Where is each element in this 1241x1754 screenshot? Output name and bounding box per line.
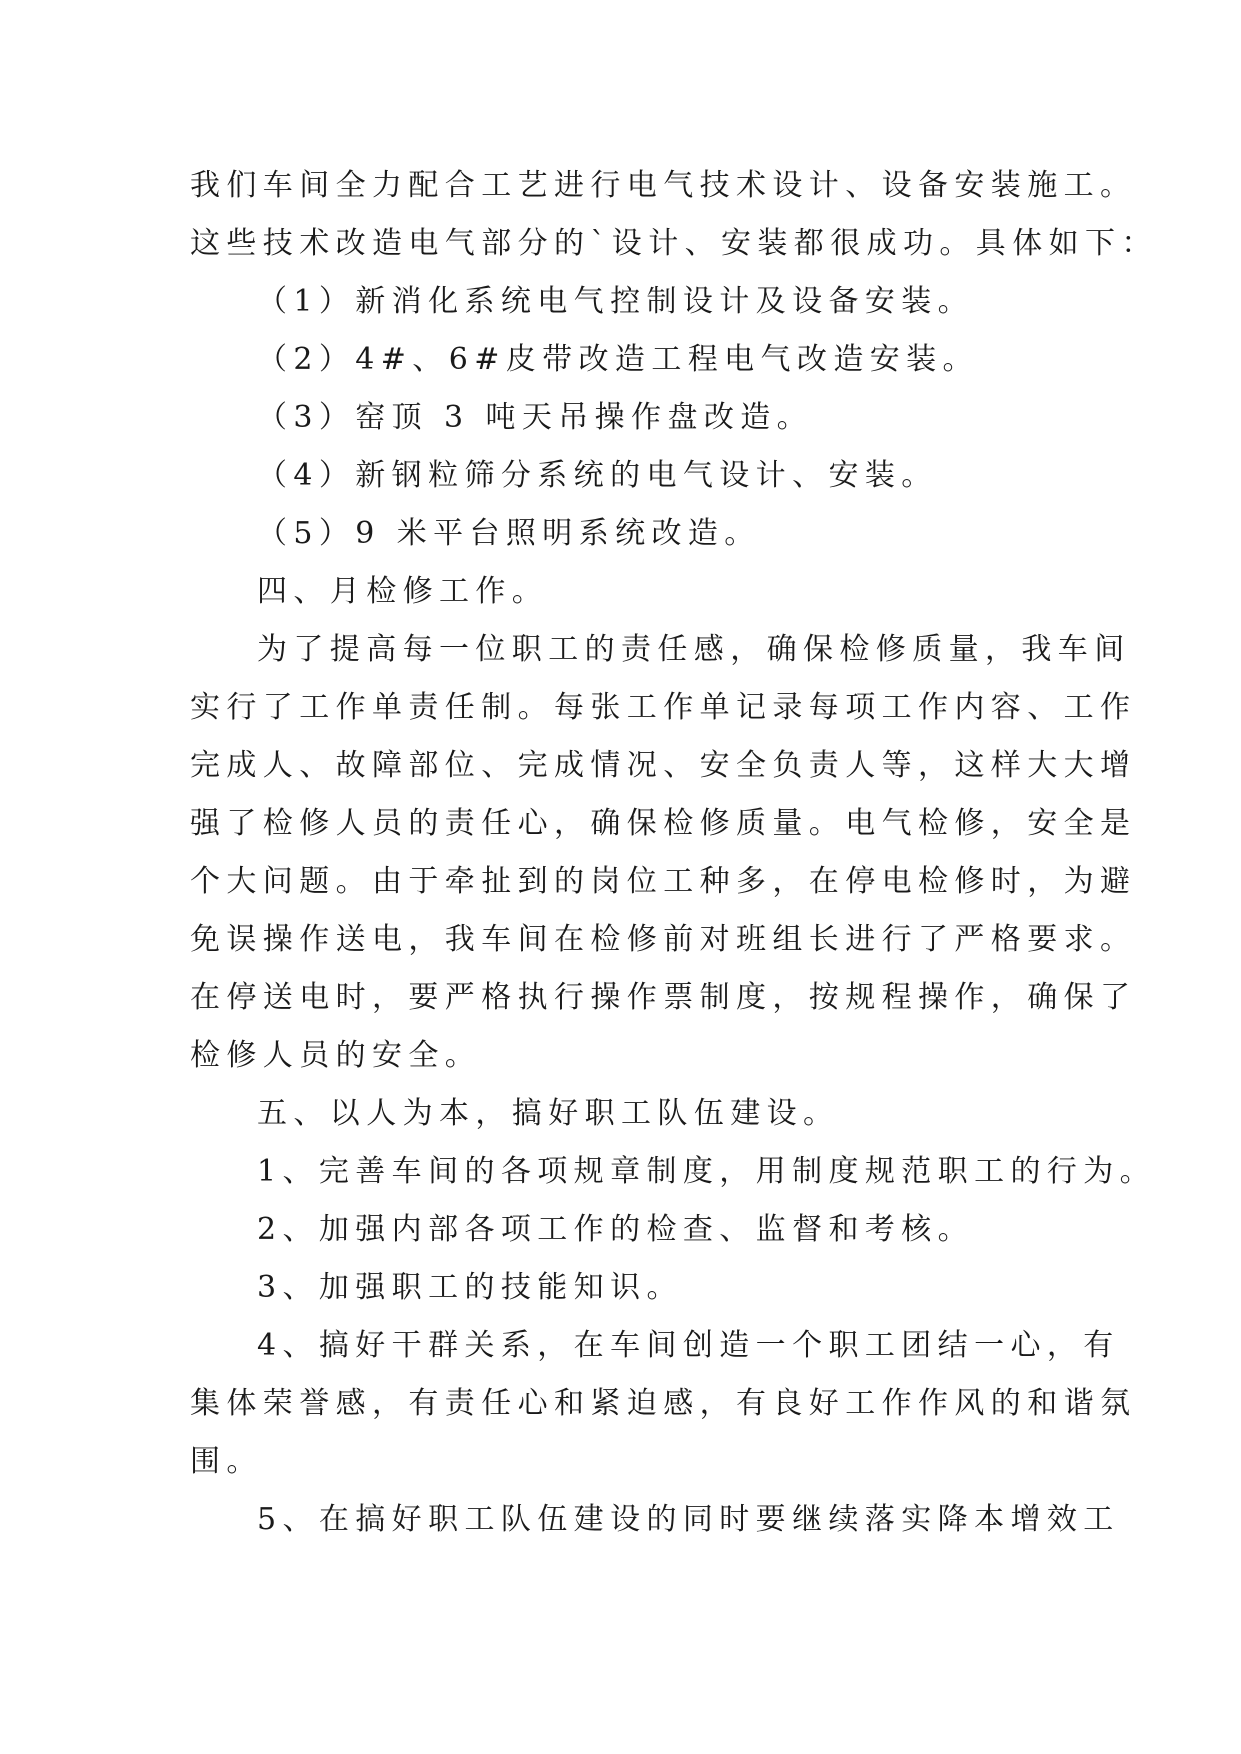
list-item: 4、搞好干群关系，在车间创造一个职工团结一心，有 [257,1328,1120,1363]
section-heading: 四、月检修工作。 [257,574,549,609]
list-item: （1）新消化系统电气控制设计及设备安装。 [257,284,975,319]
list-item: （2）4#、6#皮带改造工程电气改造安装。 [257,342,979,377]
paragraph-line: 检修人员的安全。 [190,1038,482,1073]
paragraph-line: 围。 [190,1444,263,1479]
paragraph-line: 实行了工作单责任制。每张工作单记录每项工作内容、工作 [190,690,1137,725]
text-line: 这些技术改造电气部分的`设计、安装都很成功。具体如下： [190,226,1158,261]
list-item: 3、加强职工的技能知识。 [257,1270,683,1305]
paragraph-line: 强了检修人员的责任心，确保检修质量。电气检修，安全是 [190,806,1137,841]
text-line: 我们车间全力配合工艺进行电气技术设计、设备安装施工。 [190,168,1137,203]
list-item: （5）9 米平台照明系统改造。 [257,516,761,551]
section-heading: 五、以人为本，搞好职工队伍建设。 [257,1096,840,1131]
paragraph-line: 在停送电时，要严格执行操作票制度，按规程操作，确保了 [190,980,1137,1015]
paragraph-line: 免误操作送电，我车间在检修前对班组长进行了严格要求。 [190,922,1137,957]
paragraph-line: 完成人、故障部位、完成情况、安全负责人等，这样大大增 [190,748,1137,783]
list-item: （4）新钢粒筛分系统的电气设计、安装。 [257,458,938,493]
list-item: 5、在搞好职工队伍建设的同时要继续落实降本增效工 [257,1502,1120,1537]
list-item: 2、加强内部各项工作的检查、监督和考核。 [257,1212,975,1247]
paragraph-line: 个大问题。由于牵扯到的岗位工种多，在停电检修时，为避 [190,864,1137,899]
paragraph-line: 为了提高每一位职工的责任感，确保检修质量，我车间 [257,632,1131,667]
list-item: 1、完善车间的各项规章制度，用制度规范职工的行为。 [257,1154,1157,1189]
paragraph-line: 集体荣誉感，有责任心和紧迫感，有良好工作作风的和谐氛 [190,1386,1137,1421]
list-item: （3）窑顶 3 吨天吊操作盘改造。 [257,400,814,435]
document-body [190,157,1158,1549]
